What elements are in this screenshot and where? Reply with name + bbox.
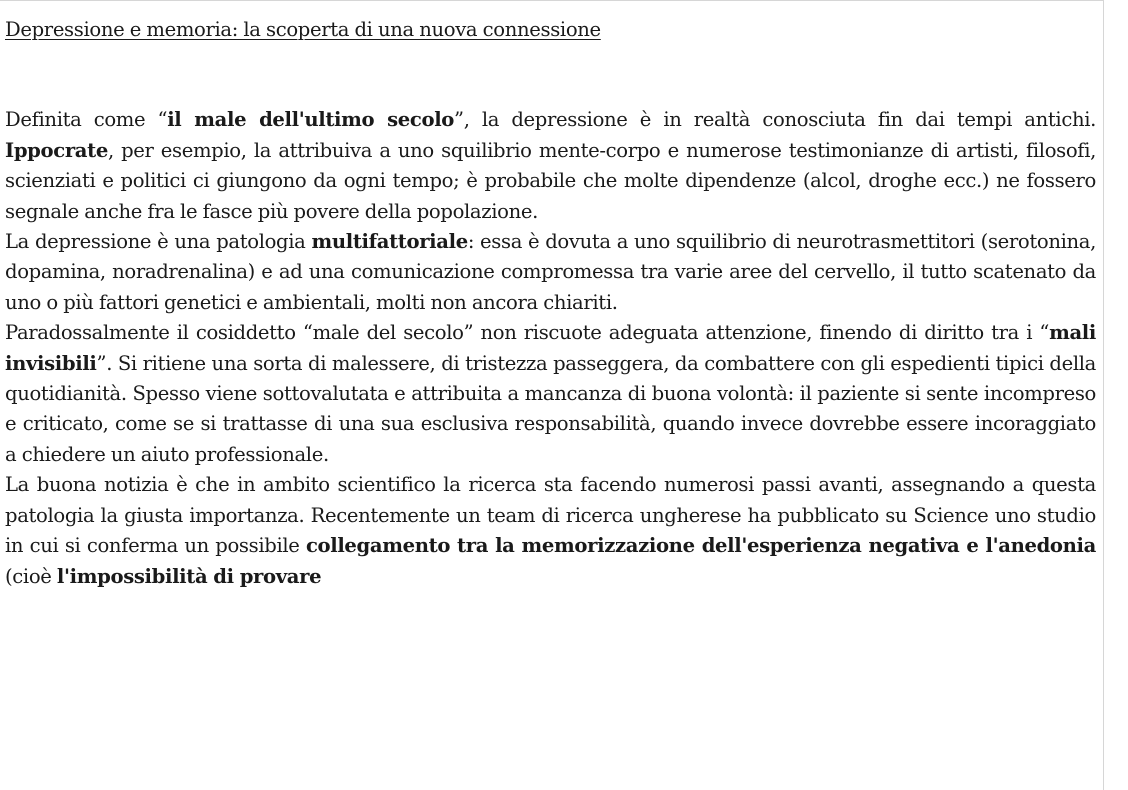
paragraph-4 — [5, 470, 1096, 592]
bold-text: mali invisibili — [5, 321, 1096, 375]
paragraph-2 — [5, 227, 1096, 318]
paragraph-1 — [5, 105, 1096, 227]
text-segment: ”, la depressione è in realtà conosciuta fin dai tempi antichi. — [454, 108, 1097, 132]
paragraph-3 — [5, 318, 1096, 470]
bold-text: collegamento tra la memorizzazione dell'esperienza negativa e l'anedonia — [305, 534, 1096, 558]
text-segment: , per esempio, la attribuiva a uno squilibrio mente-corpo e numerose testimonianze di artisti, filosofi, scienziati e politici ci giungono da ogni tempo; è probabile che molte dipendenze (alcol, droghe ecc.) ne fossero segnale anche fra le fasce più povere della popolazione. — [5, 138, 1096, 223]
title-spacer — [5, 45, 1096, 105]
document-title: Depressione e memoria: la scoperta di una nuova connessione — [5, 18, 601, 41]
text-segment: Paradossalmente il cosiddetto “male del secolo” non riscuote adeguata attenzione, finendo di diritto tra i “ — [5, 321, 1050, 345]
bold-text: il male dell'ultimo secolo — [167, 108, 455, 132]
bold-text: l'impossibilità di provare — [56, 564, 322, 588]
text-segment: : essa è dovuta a uno squilibrio di neurotrasmettitori (serotonina, dopamina, noradrenalina) e ad una comunicazione compromessa tra varie aree del cervello, il tutto scatenato da uno o più fattori genetici e ambientali, molti non ancora chiariti. — [5, 230, 1097, 314]
bold-text: multifattoriale — [311, 230, 468, 254]
text-segment: ”. Si ritiene una sorta di malessere, di tristezza passeggera, da combattere con gli espedienti tipici della quotidianità. Spesso viene sottovalutata e attribuita a mancanza di buona volontà: il paziente si sente incompreso e criticato, come se si trattasse di una sua esclusiva responsabilità, quando invece dovrebbe essere incoraggiato a chiedere un aiuto professionale. — [5, 351, 1096, 466]
bold-text: Ippocrate — [5, 138, 108, 162]
text-segment: La buona notizia è che in ambito scientifico la ricerca sta facendo numerosi passi avanti, assegnando a questa patologia la giusta importanza. Recentemente un team di ricerca ungherese ha pubblicato su Science uno studio in cui si conferma un possibile — [5, 473, 1096, 558]
paragraph-list — [5, 105, 1096, 592]
text-segment: La depressione è una patologia — [5, 230, 312, 254]
text-segment: (cioè — [5, 564, 57, 588]
text-segment: Definita come “ — [5, 108, 168, 132]
document-body — [5, 15, 1096, 592]
